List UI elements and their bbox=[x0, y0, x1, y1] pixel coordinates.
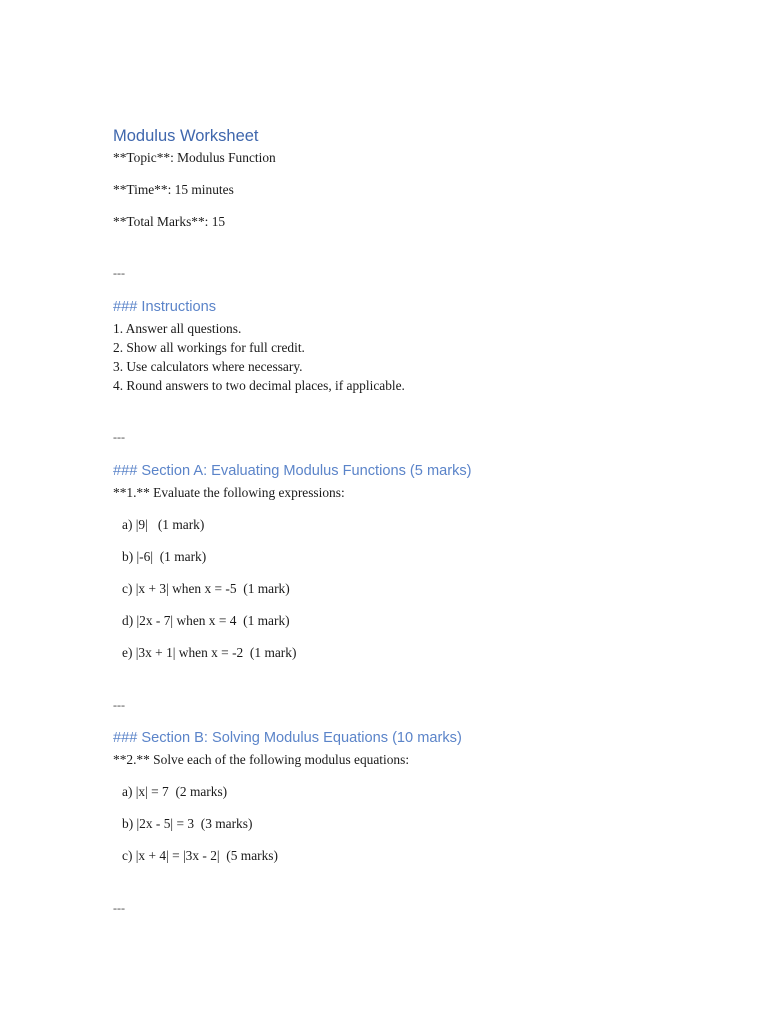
section-b-question: **2.** Solve each of the following modulus equations: bbox=[113, 752, 410, 767]
separator-2: --- bbox=[113, 430, 125, 444]
meta-topic: **Topic**: Modulus Function bbox=[113, 150, 276, 165]
section-a-part-e: e) |3x + 1| when x = -2 (1 mark) bbox=[122, 645, 297, 660]
separator-3: --- bbox=[113, 698, 125, 712]
meta-time: **Time**: 15 minutes bbox=[113, 182, 234, 197]
section-a-part-b: b) |-6| (1 mark) bbox=[122, 549, 207, 564]
instruction-item-4: 4. Round answers to two decimal places, if applicable. bbox=[113, 378, 405, 393]
document-page bbox=[113, 0, 713, 1024]
separator-4: --- bbox=[113, 901, 125, 915]
section-a-heading: ### Section A: Evaluating Modulus Functions (5 marks) bbox=[113, 463, 472, 479]
section-a-part-c: c) |x + 3| when x = -5 (1 mark) bbox=[122, 581, 290, 596]
section-b-part-c: c) |x + 4| = |3x - 2| (5 marks) bbox=[122, 848, 278, 863]
section-a-part-a: a) |9| (1 mark) bbox=[122, 517, 205, 532]
meta-total-marks: **Total Marks**: 15 bbox=[113, 214, 226, 229]
section-a-question: **1.** Evaluate the following expressions: bbox=[113, 485, 345, 500]
section-b-part-b: b) |2x - 5| = 3 (3 marks) bbox=[122, 816, 253, 831]
instruction-item-2: 2. Show all workings for full credit. bbox=[113, 340, 305, 355]
document-title: Modulus Worksheet bbox=[113, 127, 259, 145]
instruction-item-1: 1. Answer all questions. bbox=[113, 321, 242, 336]
instructions-heading: ### Instructions bbox=[113, 299, 217, 315]
section-a-part-d: d) |2x - 7| when x = 4 (1 mark) bbox=[122, 613, 290, 628]
separator-1: --- bbox=[113, 266, 125, 280]
instruction-item-3: 3. Use calculators where necessary. bbox=[113, 359, 303, 374]
section-b-heading: ### Section B: Solving Modulus Equations (10 marks) bbox=[113, 730, 462, 746]
section-b-part-a: a) |x| = 7 (2 marks) bbox=[122, 784, 228, 799]
